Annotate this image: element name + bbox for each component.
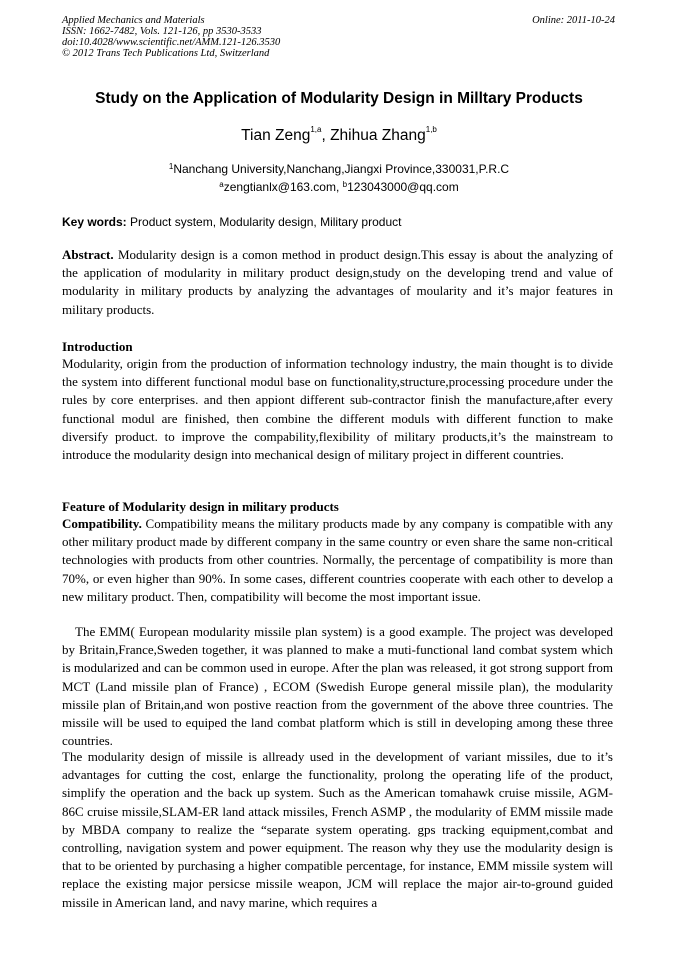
author-1-sup: 1,a <box>310 125 322 134</box>
affiliation <box>0 160 678 196</box>
compatibility-text: Compatibility means the military products made by any company is compatible with any other military product made by different company in the same country or even share the same non-critical technologies with products from other countries. Normally, the percentage of compatibility is more than 70%, or even higher than 90%. In some cases, different countries cooperate with each other to develop a new military product. Then, compatibility will become the most important issue. <box>62 516 613 604</box>
doi: doi:10.4028/www.scientific.net/AMM.121-126.3530 <box>62 37 281 48</box>
keywords-label: Key words: <box>62 215 127 229</box>
email-a-sup: a <box>219 180 224 189</box>
online-date: Online: 2011-10-24 <box>532 15 615 26</box>
compatibility-paragraph <box>62 515 613 606</box>
email-a[interactable]: zengtianlx@163.com, <box>223 180 343 194</box>
authors <box>0 127 678 145</box>
abstract <box>62 246 613 319</box>
compatibility-label: Compatibility. <box>62 516 142 531</box>
journal-header <box>62 15 280 59</box>
introduction-heading: Introduction <box>62 339 133 354</box>
abstract-text: Modularity design is a comon method in product design.This essay is about the analyzing of the application of modularity in military product design,study on the developing trend and value of modularity in military products by analyzing the advantages of moularity and it’s major features in military products. <box>62 247 613 317</box>
introduction-text: Modularity, origin from the production of information technology industry, the main thought is to divide the system into different functional modul base on functionality,structure,processing procedure under the rules by core enterprises. and then appiont different sub-contractor finish the manufacture,after every functional modul are finished, then combine the different moduls with different function to make diversify product. to improve the compability,flexibility of military products,it’s the mainstream to introduce the modularity design into mechanical design of military project in different countries. <box>62 356 613 463</box>
missile-paragraph: The modularity design of missile is allready used in the development of variant missiles, due to it’s advantages for cutting the cost, enlarge the functionality, prolong the operating life of the product, simplify the operation and the back up system. Such as the American tomahawk cruise missile, AGM-86C cruise missile,SLAM-ER land attack missiles, French ASMP , the modularity of EMM missile made by MBDA company to realize the “separate system operating. gps tracking equipment,combat and controlling, navigation system and power equipment. The reason why they use the modularity design is that to be oriented by purchasing a higher compatible percentage, for instance, EMM missile system will replace the existing major persicse missile weapon, JCM will replace the major air-to-ground guided missile in American land, and navy marine, which requires a <box>62 749 613 910</box>
author-sep: , <box>321 127 331 144</box>
affil-text: Nanchang University,Nanchang,Jiangxi Province,330031,P.R.C <box>173 162 510 176</box>
journal-name: Applied Mechanics and Materials <box>62 15 205 26</box>
copyright: © 2012 Trans Tech Publications Ltd, Switzerland <box>62 48 270 59</box>
author-1: Tian Zeng <box>241 127 311 144</box>
keywords-text: Product system, Modularity design, Military product <box>126 215 402 229</box>
emm-paragraph: The EMM( European modularity missile plan system) is a good example. The project was developed by Britain,France,Sweden together, it was planned to make a muti-functional land combat system which is modularized and can be common used in europe. After the plan was released, it got strong support from MCT (Land missile plan of France) , ECOM (Swedish Europe general missile plan), the modularity missile plan of Britain,and won postive reaction from the government of the above three countries. The missile will be used to equiped the land combat platform which is still in developing among these three countries. <box>62 624 613 749</box>
keywords <box>62 215 401 229</box>
author-2-sup: 1,b <box>425 125 437 134</box>
issn: ISSN: 1662-7482, Vols. 121-126, pp 3530-3533 <box>62 26 262 37</box>
affil-sup: 1 <box>168 162 174 171</box>
abstract-label: Abstract. <box>62 247 114 262</box>
feature-heading: Feature of Modularity design in military products <box>62 499 339 514</box>
paper-title: Study on the Application of Modularity Design in Milltary Products <box>95 90 583 107</box>
email-b[interactable]: 123043000@qq.com <box>347 180 459 194</box>
author-2: Zhihua Zhang <box>330 127 426 144</box>
email-b-sup: b <box>342 180 348 189</box>
